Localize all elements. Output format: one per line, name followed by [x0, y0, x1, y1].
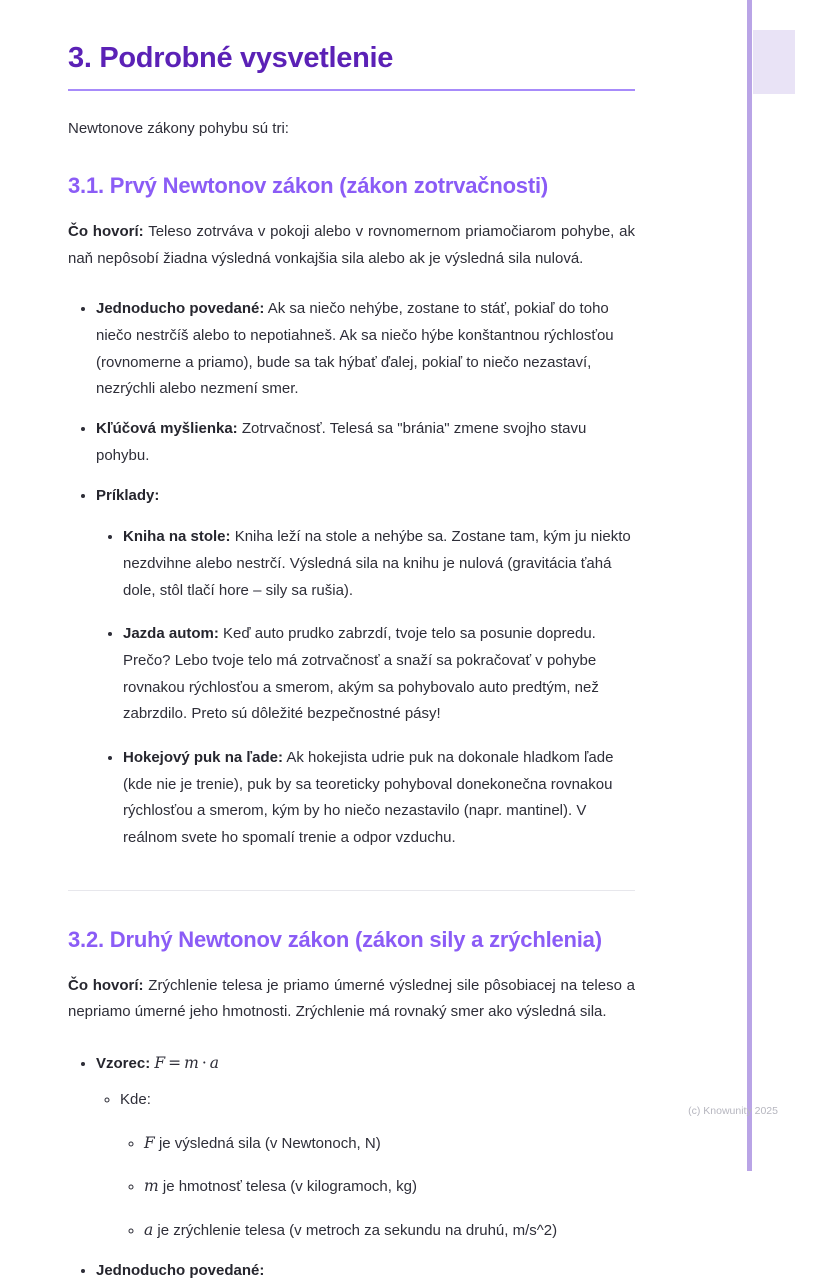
- bullet-label: Kľúčová myšlienka:: [96, 420, 238, 438]
- document-content: [68, 42, 635, 1284]
- list-item: [144, 1217, 635, 1245]
- bullet-text: Zotrvačnosť. Telesá sa "bránia" zmene svojho stavu pohybu.: [96, 420, 587, 464]
- list-item: [144, 1173, 635, 1201]
- variables-list: [120, 1130, 635, 1245]
- bullet-label: Príklady:: [96, 486, 160, 504]
- section-3-1-heading: 3.1. Prvý Newtonov zákon (zákon zotrvačnosti): [68, 173, 549, 198]
- section-3-2-lead: [68, 973, 635, 1026]
- copyright-note: (c) Knowunity 2025: [688, 1105, 778, 1117]
- section-3-1-list: [68, 296, 635, 851]
- section-3-2-heading: 3.2. Druhý Newtonov zákon (zákon sily a zrýchlenia): [68, 926, 602, 952]
- math-var: F: [154, 1054, 166, 1073]
- bullet-text: Ak hokejista udrie puk na dokonale hladkom ľade (kde nie je trenie), puk by sa teoreticky pohyboval donekonečna rovnakou rýchlosťou a smerom, kým by ho niečo nezastavilo (napr. mantinel). V reálnom svete ho spomalí trenie a odpor vzduchu.: [123, 749, 614, 847]
- list-item: [123, 621, 635, 728]
- lead-text: Zrýchlenie telesa je priamo úmerné výslednej sile pôsobiacej na teleso a nepriamo úmerné jeho hmotnosti. Zrýchlenie má rovnaký smer ako výsledná sila.: [68, 976, 636, 1021]
- bullet-label: Hokejový puk na ľade:: [123, 749, 283, 766]
- examples-list: [96, 524, 635, 852]
- lead-text: Teleso zotrváva v pokoji alebo v rovnomernom priamočiarom pohybe, ak naň nepôsobí žiadna výsledná vonkajšia sila alebo ak je výsledná sila nulová.: [68, 223, 636, 267]
- list-item: [96, 296, 635, 403]
- bullet-text: Kde:: [120, 1090, 151, 1108]
- section-3-2-list: [68, 1050, 635, 1284]
- list-item: [96, 416, 635, 469]
- lead-label: Čo hovorí:: [68, 976, 144, 994]
- math-operator: =: [168, 1054, 182, 1073]
- math-var: m: [184, 1054, 199, 1073]
- list-item: [144, 1130, 635, 1158]
- list-item: [96, 483, 635, 852]
- math-var: F: [144, 1133, 155, 1152]
- list-item: [96, 1050, 635, 1244]
- bullet-text: je výsledná sila (v Newtonoch, N): [158, 1134, 381, 1152]
- page-title: 3. Podrobné vysvetlenie: [68, 42, 635, 91]
- bullet-label: Vzorec:: [96, 1055, 151, 1073]
- list-item: [123, 524, 635, 604]
- math-var: m: [144, 1177, 159, 1196]
- section-divider: [68, 890, 635, 891]
- list-item: [120, 1087, 635, 1245]
- bullet-label: Jednoducho povedané:: [96, 300, 265, 318]
- list-item: [123, 745, 635, 852]
- bullet-text: Ak sa niečo nehýbe, zostane to stáť, pokiaľ do toho niečo nestrčíš alebo to nepotiahneš. Ak sa niečo hýbe konštantnou rýchlosťou (rovnomerne a priamo), bude sa tak hýbať ďalej, pokiaľ to niečo nezastaví, nezrýchli alebo nezmení smer.: [96, 300, 614, 398]
- list-item: [96, 1258, 635, 1284]
- intro-text: Newtonove zákony pohybu sú tri:: [68, 120, 289, 137]
- section-3-1-lead: [68, 219, 635, 272]
- page-edge-stripe: [747, 0, 752, 1171]
- math-var: a: [144, 1220, 154, 1239]
- formula: [154, 1054, 219, 1072]
- bullet-label: Jazda autom:: [123, 625, 219, 643]
- bullet-label: Kniha na stole:: [123, 528, 231, 546]
- bullet-label: Jednoducho povedané:: [96, 1261, 265, 1279]
- math-var: a: [209, 1054, 220, 1073]
- math-operator: ·: [201, 1054, 207, 1073]
- formula-detail-list: [96, 1087, 635, 1245]
- bullet-text: Keď auto prudko zabrzdí, tvoje telo sa posunie dopredu. Prečo? Lebo tvoje telo má zotrvačnosť a snaží sa pokračovať v pohybe rovnakou rýchlosťou a smerom, akým sa pohybovalo auto predtým, než zabrzdilo. Preto sú dôležité bezpečnostné pásy!: [123, 625, 599, 723]
- bullet-text: je hmotnosť telesa (v kilogramoch, kg): [162, 1178, 417, 1196]
- bullet-text: je zrýchlenie telesa (v metroch za sekundu na druhú, m/s^2): [157, 1221, 558, 1239]
- bullet-text: Kniha leží na stole a nehýbe sa. Zostane tam, kým ju niekto nezdvihne alebo nestrčí. Výsledná sila na knihu je nulová (gravitácia ťahá dole, stôl tlačí hore – sily sa rušia).: [123, 528, 631, 599]
- lead-label: Čo hovorí:: [68, 223, 144, 240]
- page-corner-decoration: [753, 30, 795, 94]
